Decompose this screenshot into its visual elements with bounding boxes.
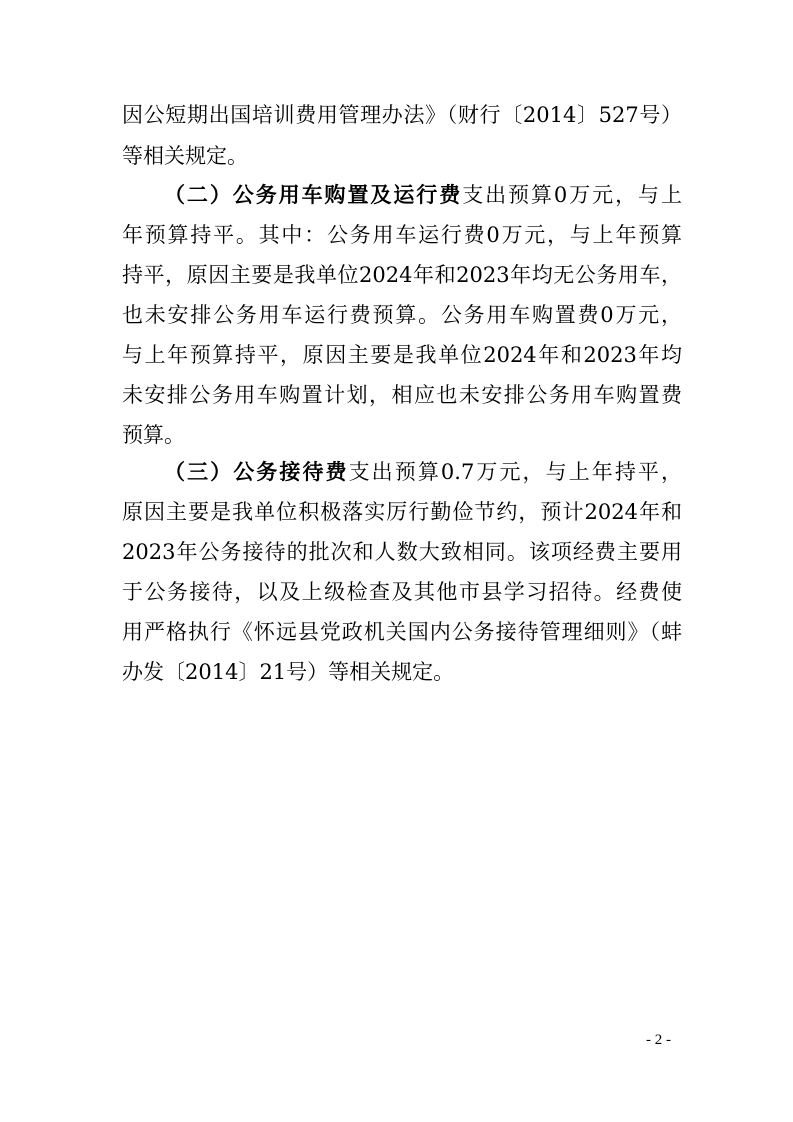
paragraph-line: 也未安排公务用车运行费预算。公务用车购置费0万元，	[122, 303, 682, 327]
paragraph-line: 于公务接待，以及上级检查及其他市县学习招待。经费使	[122, 580, 682, 604]
paragraph-line: 年预算持平。其中：公务用车运行费0万元，与上年预算	[122, 223, 682, 247]
paragraph-line: 办发〔2014〕21号）等相关规定。	[122, 660, 455, 684]
paragraph-first-line	[164, 180, 682, 210]
paragraph-line: 持平，原因主要是我单位2024年和2023年均无公务用车，	[122, 263, 682, 287]
paragraph-line: 原因主要是我单位积极落实厉行勤俭节约，预计2024年和	[122, 500, 682, 524]
paragraph-line: 预算。	[122, 423, 185, 447]
paragraph-line: 未安排公务用车购置计划，相应也未安排公务用车购置费	[122, 383, 682, 407]
paragraph-line: 因公短期出国培训费用管理办法》（财行〔2014〕527号）	[122, 103, 682, 127]
page-number: - 2 -	[646, 1032, 671, 1048]
paragraph-first-line	[164, 457, 682, 487]
paragraph-line: 2023年公务接待的批次和人数大致相同。该项经费主要用	[122, 540, 682, 564]
paragraph-line: 与上年预算持平，原因主要是我单位2024年和2023年均	[122, 343, 682, 367]
section-heading: （三）公务接待费	[164, 460, 349, 484]
section-heading: （二）公务用车购置及运行费	[164, 183, 463, 207]
paragraph-line: 用严格执行《怀远县党政机关国内公务接待管理细则》（蚌	[122, 620, 682, 644]
paragraph-text: 支出预算0.7万元，与上年持平，	[348, 460, 682, 484]
paragraph-line: 等相关规定。	[122, 144, 248, 168]
paragraph-text: 支出预算0万元，与上	[462, 183, 682, 207]
